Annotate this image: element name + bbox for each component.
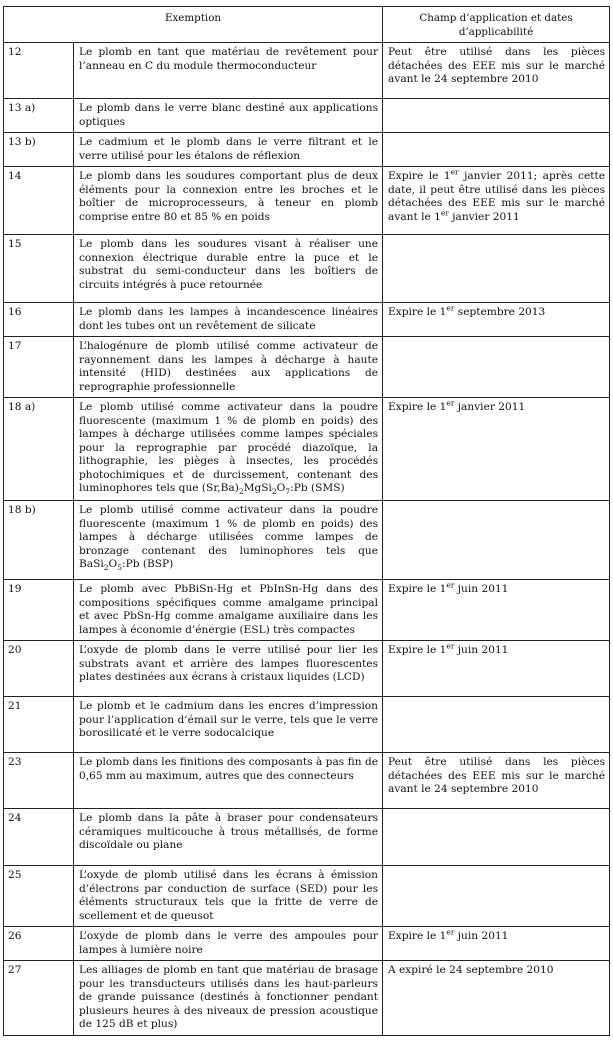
table-row bbox=[4, 580, 610, 641]
exemption-scope bbox=[383, 866, 610, 927]
exemptions-table bbox=[3, 6, 610, 1036]
exemption-scope bbox=[383, 337, 610, 398]
exemption-number: 23 bbox=[4, 753, 74, 809]
exemption-description: Le cadmium et le plomb dans le verre filtrant et le verre utilisé pour les étalons de réflexion bbox=[74, 133, 383, 167]
exemption-number: 27 bbox=[4, 961, 74, 1036]
table-row bbox=[4, 133, 610, 167]
exemption-description: Le plomb avec PbBiSn-Hg et PbInSn-Hg dans des compositions spécifiques comme amalgame principal et avec PbSn-Hg comme amalgame auxiliaire dans les lampes à économie d’énergie (ESL) très compactes bbox=[74, 580, 383, 641]
exemption-description: Le plomb dans la pâte à braser pour condensateurs céramiques multicouche à trous métallisés, de forme discoïdale ou plane bbox=[74, 809, 383, 866]
exemption-scope: Expire le 1er janvier 2011; après cette date, il peut être utilisé dans les pièces détachées des EEE mis sur le marché avant le 1er janvier 2011 bbox=[383, 167, 610, 235]
exemption-number: 18 a) bbox=[4, 398, 74, 501]
table-row bbox=[4, 303, 610, 337]
exemption-number: 21 bbox=[4, 697, 74, 753]
exemption-number: 26 bbox=[4, 927, 74, 961]
exemption-scope: Peut être utilisé dans les pièces détachées des EEE mis sur le marché avant le 24 septembre 2010 bbox=[383, 753, 610, 809]
exemption-scope: Expire le 1er juin 2011 bbox=[383, 580, 610, 641]
exemption-number: 13 b) bbox=[4, 133, 74, 167]
exemption-scope: Peut être utilisé dans les pièces détachées des EEE mis sur le marché avant le 24 septembre 2010 bbox=[383, 43, 610, 99]
exemption-scope bbox=[383, 99, 610, 133]
header-exemption: Exemption bbox=[4, 7, 383, 43]
table-row bbox=[4, 961, 610, 1036]
table-body bbox=[4, 43, 610, 1036]
table-row bbox=[4, 235, 610, 303]
exemption-number: 24 bbox=[4, 809, 74, 866]
exemption-description: L’oxyde de plomb dans le verre des ampoules pour lampes à lumière noire bbox=[74, 927, 383, 961]
exemption-number: 19 bbox=[4, 580, 74, 641]
exemption-description: Le plomb utilisé comme activateur dans la poudre fluorescente (maximum 1 % de plomb en poids) des lampes à décharge utilisées comme lampes spéciales pour la reprographie par procédé diazoïque, la lithographie, les pièges à insectes, les procédés photochimiques et de durcissement, contenant des luminophores tels que $(Sr,Ba)_2MgSi_2O_7:Pb$ (SMS) bbox=[74, 398, 383, 501]
exemption-number: 15 bbox=[4, 235, 74, 303]
table-row bbox=[4, 641, 610, 697]
exemption-scope bbox=[383, 235, 610, 303]
table-row bbox=[4, 753, 610, 809]
exemption-description: Les alliages de plomb en tant que matériau de brasage pour les transducteurs utilisés dans les haut-parleurs de grande puissance (destinés à fonctionner pendant plusieurs heures à des niveaux de pression acoustique de 125 dB et plus) bbox=[74, 961, 383, 1036]
exemption-scope bbox=[383, 133, 610, 167]
exemption-description: Le plomb en tant que matériau de revêtement pour l’anneau en C du module thermoconducteur bbox=[74, 43, 383, 99]
table-row bbox=[4, 398, 610, 501]
table-row bbox=[4, 99, 610, 133]
exemption-description: L’halogénure de plomb utilisé comme activateur de rayonnement dans les lampes à décharge à haute intensité (HID) destinées aux applications de reprographie professionnelle bbox=[74, 337, 383, 398]
exemption-scope: Expire le 1er janvier 2011 bbox=[383, 398, 610, 501]
exemption-description: L’oxyde de plomb dans le verre utilisé pour lier les substrats avant et arrière des lampes fluorescentes plates destinées aux écrans à cristaux liquides (LCD) bbox=[74, 641, 383, 697]
exemption-scope bbox=[383, 501, 610, 580]
exemption-number: 25 bbox=[4, 866, 74, 927]
exemption-description: Le plomb dans les soudures comportant plus de deux éléments pour la connexion entre les broches et le boîtier de microprocesseurs, à teneur en plomb comprise entre 80 et 85 % en poids bbox=[74, 167, 383, 235]
header-row bbox=[4, 7, 610, 43]
exemption-scope: Expire le 1er juin 2011 bbox=[383, 641, 610, 697]
exemption-scope: Expire le 1er septembre 2013 bbox=[383, 303, 610, 337]
exemption-number: 18 b) bbox=[4, 501, 74, 580]
table-row bbox=[4, 43, 610, 99]
table-row bbox=[4, 927, 610, 961]
table-row bbox=[4, 809, 610, 866]
table-row bbox=[4, 866, 610, 927]
header-scope: Champ d’application et dates d’applicabilité bbox=[383, 7, 610, 43]
exemption-description: Le plomb et le cadmium dans les encres d’impression pour l’application d’émail sur le verre, tels que le verre borosilicaté et le verre sodocalcique bbox=[74, 697, 383, 753]
exemption-number: 17 bbox=[4, 337, 74, 398]
exemption-description: Le plomb dans les soudures visant à réaliser une connexion électrique durable entre la puce et le substrat du semi-conducteur dans les boîtiers de circuits intégrés à puce retournée bbox=[74, 235, 383, 303]
exemption-scope bbox=[383, 809, 610, 866]
exemption-number: 13 a) bbox=[4, 99, 74, 133]
exemption-scope bbox=[383, 697, 610, 753]
table-row bbox=[4, 501, 610, 580]
exemption-number: 14 bbox=[4, 167, 74, 235]
exemption-scope: Expire le 1er juin 2011 bbox=[383, 927, 610, 961]
exemption-number: 12 bbox=[4, 43, 74, 99]
table-row bbox=[4, 697, 610, 753]
table-row bbox=[4, 337, 610, 398]
table-row bbox=[4, 167, 610, 235]
exemption-description: Le plomb dans les finitions des composants à pas fin de 0,65 mm au maximum, autres que des connecteurs bbox=[74, 753, 383, 809]
exemption-number: 20 bbox=[4, 641, 74, 697]
exemption-description: Le plomb dans le verre blanc destiné aux applications optiques bbox=[74, 99, 383, 133]
exemption-number: 16 bbox=[4, 303, 74, 337]
exemption-description: L’oxyde de plomb utilisé dans les écrans à émission d’électrons par conduction de surface (SED) pour les éléments structuraux tels que la fritte de verre de scellement et de queusot bbox=[74, 866, 383, 927]
exemption-description: Le plomb dans les lampes à incandescence linéaires dont les tubes ont un revêtement de silicate bbox=[74, 303, 383, 337]
exemption-description: Le plomb utilisé comme activateur dans la poudre fluorescente (maximum 1 % de plomb en poids) des lampes à décharge utilisées comme lampes de bronzage contenant des luminophores tels que $BaSi_2O_5:Pb$ (BSP) bbox=[74, 501, 383, 580]
exemption-scope: A expiré le 24 septembre 2010 bbox=[383, 961, 610, 1036]
